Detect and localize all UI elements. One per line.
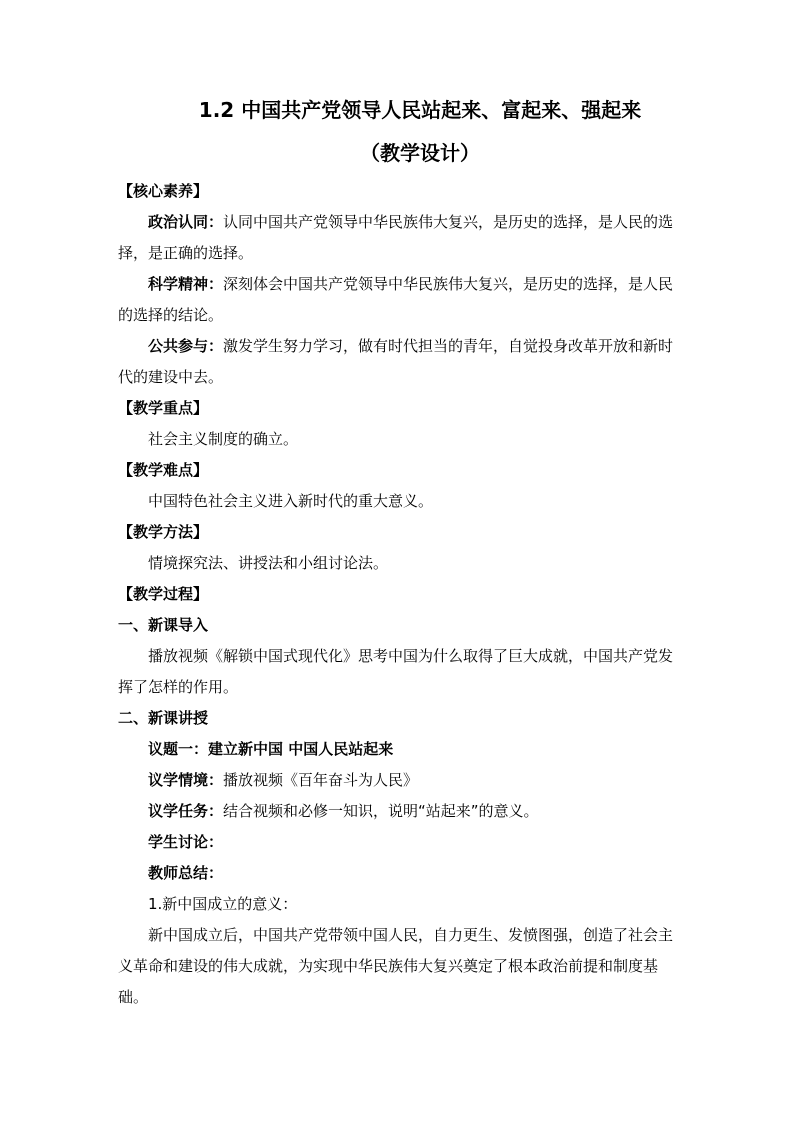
core-item-label: 公共参与： [148,337,224,355]
document-body [118,176,678,1013]
core-item-text: 激发学生努力学习，做有时代担当的青年，自觉投身改革开放和新时代的建设中去。 [118,337,674,386]
method-text: 情境探究法、讲授法和小组讨论法。 [148,554,389,572]
summary-label: 教师总结： [148,864,224,882]
core-item-participation [118,331,678,393]
task-text: 结合视频和必修一知识，说明“站起来”的意义。 [223,802,539,820]
core-item-science [118,269,678,331]
document-title: 1.2 中国共产党领导人民站起来、富起来、强起来 [198,98,642,122]
document-subtitle: （教学设计） [360,141,480,165]
key-point-text: 社会主义制度的确立。 [148,430,299,448]
core-literacy-heading: 【核心素养】 [118,182,209,200]
key-point-heading: 【教学重点】 [118,399,209,417]
part1-text: 播放视频《解锁中国式现代化》思考中国为什么取得了巨大成就，中国共产党发挥了怎样的作用。 [118,647,674,696]
process-heading: 【教学过程】 [118,585,209,603]
situation-text: 播放视频《百年奋斗为人民》 [223,771,419,789]
core-item-label: 科学精神： [148,275,224,293]
point1-heading: 1.新中国成立的意义： [148,895,298,913]
task-label: 议学任务： [148,802,224,820]
difficulty-text: 中国特色社会主义进入新时代的重大意义。 [148,492,434,510]
core-item-label: 政治认同： [148,213,224,231]
task-line [118,796,678,827]
situation-label: 议学情境： [148,771,224,789]
discussion-label: 学生讨论： [148,833,224,851]
part2-heading: 二、新课讲授 [118,709,209,727]
method-heading: 【教学方法】 [118,523,209,541]
situation-line [118,765,678,796]
core-item-political [118,207,678,269]
point1-text: 新中国成立后，中国共产党带领中国人民，自力更生、发愤图强，创造了社会主义革命和建设的伟大成就，为实现中华民族伟大复兴奠定了根本政治前提和制度基础。 [118,926,674,1006]
core-item-text: 认同中国共产党领导中华民族伟大复兴，是历史的选择，是人民的选择，是正确的选择。 [118,213,674,262]
core-item-text: 深刻体会中国共产党领导中华民族伟大复兴，是历史的选择，是人民的选择的结论。 [118,275,674,324]
topic1-heading: 议题一：建立新中国 中国人民站起来 [148,740,394,758]
difficulty-heading: 【教学难点】 [118,461,209,479]
part1-heading: 一、新课导入 [118,616,209,634]
